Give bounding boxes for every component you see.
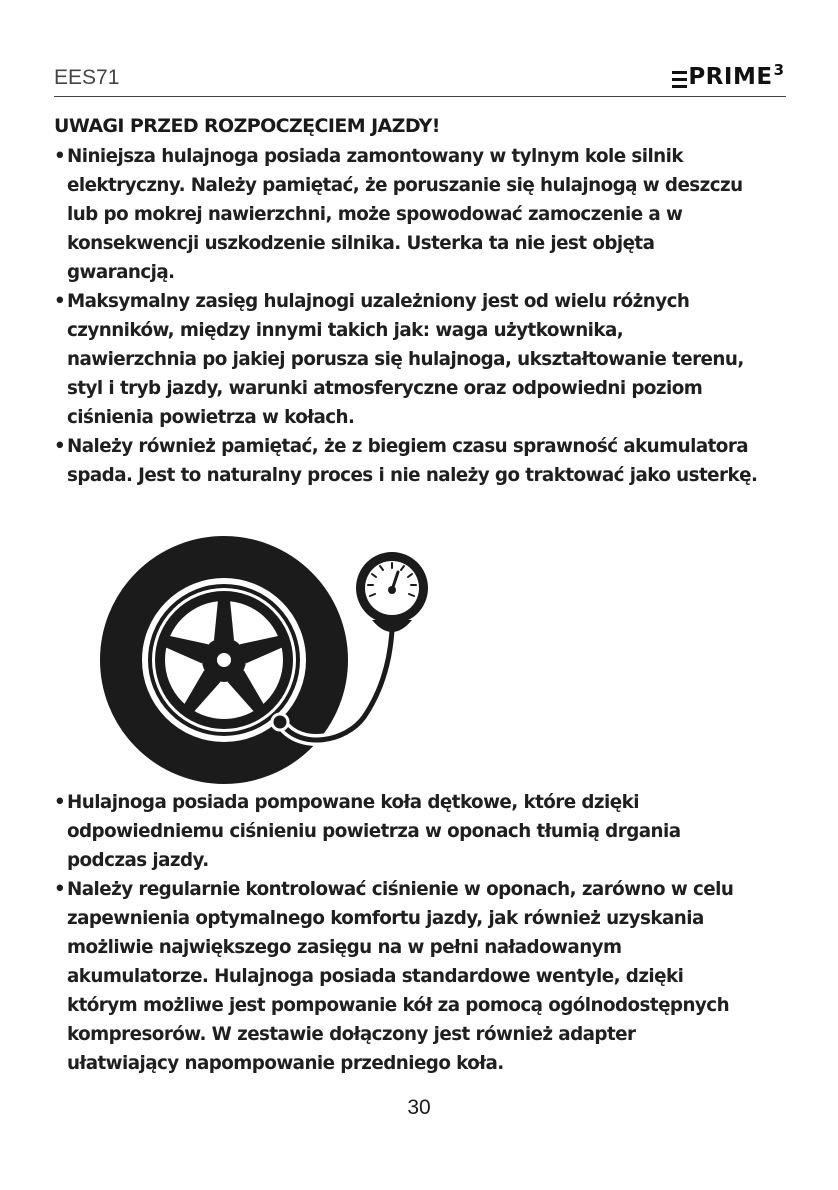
list-item-text-line: akumulatorze. Hulajnoga posiada standardowe wentyle, dzięki: [67, 966, 684, 987]
list-item-text-line: Należy regularnie kontrolować ciśnienie w oponach, zarówno w celu: [67, 879, 734, 900]
list-item-text-line: czynników, między innymi takich jak: waga użytkownika,: [67, 320, 624, 341]
list-item: [54, 142, 794, 287]
bullet-marker: •: [54, 792, 66, 813]
list-item-text-line: ułatwiający napompowanie przedniego koła.: [67, 1053, 504, 1074]
list-item-text-line: styl i tryb jazdy, warunki atmosferyczne oraz odpowiedni poziom: [67, 378, 703, 399]
list-item-text-line: nawierzchnia po jakiej porusza się hulajnoga, ukształtowanie terenu,: [67, 349, 744, 370]
brand-logo-superscript: 3: [773, 61, 784, 79]
list-item: [54, 875, 794, 1078]
brand-logo: [672, 61, 784, 90]
list-item-text-line: Maksymalny zasięg hulajnogi uzależniony jest od wielu różnych: [67, 291, 690, 312]
list-item-text-line: elektryczny. Należy pamiętać, że poruszanie się hulajnogą w deszczu: [67, 175, 743, 196]
list-item-text-line: kompresorów. W zestawie dołączony jest również adapter: [67, 1024, 636, 1045]
list-item: [54, 287, 794, 432]
bullet-marker: •: [54, 436, 66, 457]
list-item-text-line: Niniejsza hulajnoga posiada zamontowany w tylnym kole silnik: [67, 146, 683, 167]
page-number: 30: [407, 1096, 431, 1119]
list-item-text-line: lub po mokrej nawierzchni, może spowodować zamoczenie a w: [67, 204, 683, 225]
list-item-text-line: Hulajnoga posiada pompowane koła dętkowe, które dzięki: [67, 792, 639, 813]
section-title: UWAGI PRZED ROZPOCZĘCIEM JAZDY!: [54, 115, 440, 137]
list-item-text-line: zapewnienia optymalnego komfortu jazdy, jak również uzyskania: [67, 908, 704, 929]
list-item-text-line: gwarancją.: [67, 262, 175, 283]
list-item-text-line: konsekwencji uszkodzenie silnika. Usterka ta nie jest objęta: [67, 233, 655, 254]
brand-logo-bars: [672, 71, 687, 88]
list-item-text-line: ciśnienia powietrza w kołach.: [67, 407, 355, 428]
list-item-text-line: spada. Jest to naturalny proces i nie należy go traktować jako usterkę.: [67, 465, 758, 486]
bullet-marker: •: [54, 879, 66, 900]
brand-logo-text: PRIME: [688, 64, 773, 90]
list-item-text-line: Należy również pamiętać, że z biegiem czasu sprawność akumulatora: [67, 436, 749, 457]
bullet-list-bottom: [54, 788, 794, 1078]
bullet-list-top: [54, 142, 794, 490]
page-header: [54, 61, 786, 97]
list-item-text-line: odpowiedniemu ciśnieniu powietrza w oponach tłumią drgania: [67, 821, 681, 842]
list-item: [54, 432, 794, 490]
list-item-text-line: podczas jazdy.: [67, 850, 209, 871]
list-item-text-line: którym możliwe jest pompowanie kół za pomocą ogólnodostępnych: [67, 995, 730, 1016]
model-label: EES71: [54, 66, 120, 89]
list-item-text-line: możliwie największego zasięgu na w pełni naładowanym: [67, 937, 622, 958]
bullet-marker: •: [54, 146, 66, 167]
bullet-marker: •: [54, 291, 66, 312]
tire-pressure-gauge-icon: [96, 512, 446, 788]
list-item: [54, 788, 794, 875]
